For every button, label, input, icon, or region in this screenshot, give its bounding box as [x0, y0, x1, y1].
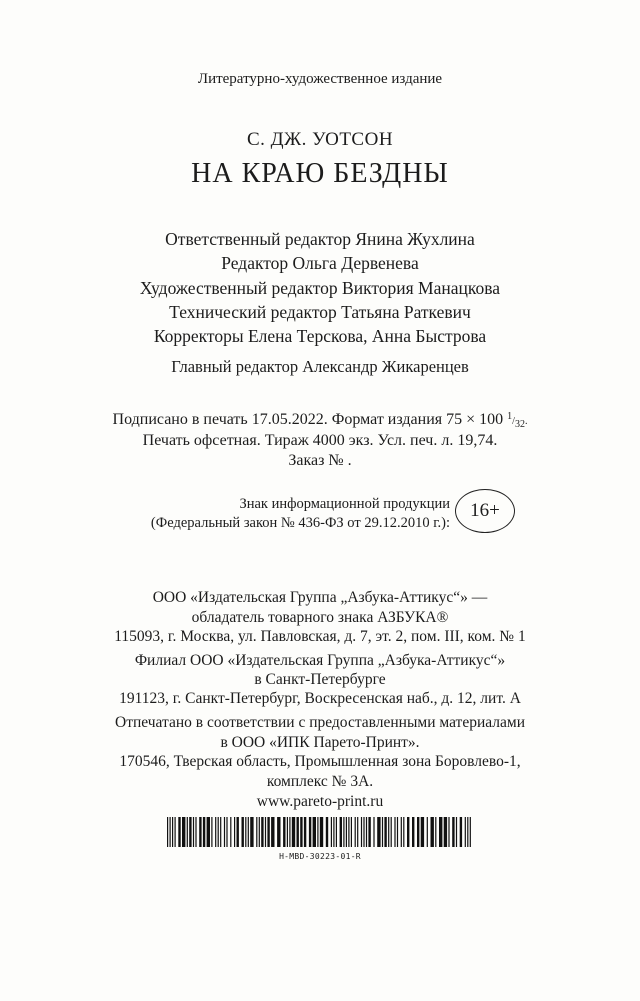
barcode-bar — [343, 817, 344, 847]
barcode-bar — [187, 817, 188, 847]
barcode-bar — [351, 817, 352, 847]
barcode-bar — [465, 817, 466, 847]
barcode-text: H-MBD-30223-01-R — [279, 852, 361, 861]
book-title: НА КРАЮ БЕЗДНЫ — [191, 158, 449, 189]
barcode-bar — [175, 817, 176, 847]
barcode-bar — [467, 817, 468, 847]
barcode-bar — [267, 817, 269, 847]
imprint-type: Литературно-художественное издание — [197, 71, 443, 87]
print-signed-format: Подписано в печать 17.05.2022. Формат издания 75 × 100 — [112, 411, 504, 428]
publisher-line: в Санкт-Петербурге — [254, 671, 386, 688]
staff-line: Художественный редактор Виктория Манацкова — [139, 278, 501, 298]
publisher-line: 191123, г. Санкт-Петербург, Воскресенская наб., д. 12, лит. А — [119, 690, 521, 707]
printer-line: в ООО «ИПК Парето-Принт». — [220, 734, 420, 751]
barcode-bar — [248, 817, 249, 847]
staff-line: Корректоры Елена Терскова, Анна Быстрова — [153, 326, 487, 346]
barcode-bar — [287, 817, 288, 847]
format-fraction-denominator: 32 — [514, 419, 525, 430]
barcode-bar — [412, 817, 414, 847]
publisher-line: Филиал ООО «Издательская Группа „Азбука-Аттикус“» — [134, 652, 506, 669]
barcode-bar — [355, 817, 356, 847]
barcode-bar — [300, 817, 302, 847]
barcode-bar — [391, 817, 392, 847]
barcode-bar — [234, 817, 235, 847]
barcode-bar — [297, 817, 299, 847]
info-mark-law: (Федеральный закон № 436-ФЗ от 29.12.2010 г.): — [150, 515, 450, 531]
barcode-bar — [261, 817, 263, 847]
barcode-bar — [189, 817, 191, 847]
barcode-bar — [309, 817, 311, 847]
barcode-bar — [388, 817, 389, 847]
barcode-bar — [172, 817, 173, 847]
barcode-bar — [207, 817, 210, 847]
barcode-bar — [224, 817, 225, 847]
printer-line: Отпечатано в соответствии с предоставленными материалами — [115, 714, 525, 731]
barcode-bar — [357, 817, 358, 847]
publisher-line: обладатель товарного знака АЗБУКА® — [191, 609, 449, 626]
barcode-bar — [237, 817, 239, 847]
barcode-bar — [220, 817, 221, 847]
printer-website: www.pareto-print.ru — [256, 793, 384, 810]
barcode-bar — [346, 817, 347, 847]
barcode-bar — [230, 817, 231, 847]
print-info-line: Печать офсетная. Тираж 4000 экз. Усл. печ. л. 19,74. — [142, 432, 498, 449]
format-fraction-separator: / — [512, 416, 515, 427]
print-info-line — [0, 411, 640, 429]
barcode-bar — [259, 817, 260, 847]
info-mark-text — [120, 495, 450, 533]
barcode-bar — [394, 817, 395, 847]
barcode-bar — [401, 817, 402, 847]
barcode-bar — [331, 817, 332, 847]
barcode-bar — [167, 817, 168, 847]
barcode-bar — [218, 817, 219, 847]
barcode-bar — [421, 817, 424, 847]
format-fraction — [507, 411, 528, 430]
barcode-bar — [368, 817, 370, 847]
author-name: С. ДЖ. УОТСОН — [246, 129, 394, 150]
barcode-bar — [317, 817, 318, 847]
barcode-bar — [245, 817, 246, 847]
barcode-bar — [407, 817, 409, 847]
barcode-bar — [292, 817, 295, 847]
barcode-bar — [417, 817, 419, 847]
barcode-bar — [373, 817, 374, 847]
barcode-bar — [470, 817, 471, 847]
barcode-bar — [363, 817, 364, 847]
barcode-bar — [320, 817, 323, 847]
staff-line: Ответственный редактор Янина Жухлина — [165, 229, 475, 249]
barcode-bar — [456, 817, 457, 847]
format-fraction-numerator: 1 — [507, 411, 513, 422]
barcode-bar — [304, 817, 306, 847]
barcode-bar — [348, 817, 349, 847]
printer-line: комплекс № 3А. — [266, 773, 374, 790]
barcode-bar — [271, 817, 274, 847]
staff-line: Редактор Ольга Дервенева — [221, 253, 419, 273]
barcode-bar — [384, 817, 386, 847]
barcode-bar — [326, 817, 328, 847]
barcode-bar — [336, 817, 337, 847]
barcode-bar — [377, 817, 380, 847]
barcode-bar — [403, 817, 404, 847]
barcode-bar — [431, 817, 434, 847]
barcode-bar — [178, 817, 180, 847]
barcode-bar — [195, 817, 196, 847]
barcode — [167, 817, 473, 847]
barcode-bar — [283, 817, 285, 847]
barcode-bar — [203, 817, 205, 847]
barcode-bar — [448, 817, 449, 847]
barcode-bar — [452, 817, 454, 847]
barcode-bar — [366, 817, 367, 847]
barcode-bar — [444, 817, 447, 847]
barcode-bar — [199, 817, 201, 847]
barcode-bar — [250, 817, 253, 847]
barcode-bar — [211, 817, 212, 847]
publisher-line: 115093, г. Москва, ул. Павловская, д. 7, эт. 2, пом. III, ком. № 1 — [114, 628, 526, 645]
order-number-line: Заказ № . — [288, 452, 352, 469]
barcode-bar — [361, 817, 362, 847]
barcode-bar — [193, 817, 194, 847]
barcode-bar — [382, 817, 383, 847]
age-rating-badge: 16+ — [455, 489, 515, 533]
barcode-bar — [439, 817, 442, 847]
format-fraction-tail: . — [524, 416, 528, 427]
barcode-bar — [182, 817, 185, 847]
barcode-bar — [427, 817, 428, 847]
barcode-bar — [226, 817, 227, 847]
barcode-bar — [397, 817, 398, 847]
barcode-bar — [265, 817, 266, 847]
barcode-bar — [215, 817, 216, 847]
barcode-bar — [313, 817, 316, 847]
barcode-bar — [460, 817, 462, 847]
barcode-bar — [277, 817, 280, 847]
publisher-line: ООО «Издательская Группа „Азбука-Аттикус“» — — [152, 589, 488, 606]
barcode-bar — [340, 817, 342, 847]
chief-editor: Главный редактор Александр Жикаренцев — [171, 357, 469, 376]
barcode-bar — [435, 817, 436, 847]
barcode-bar — [242, 817, 244, 847]
info-mark-label: Знак информационной продукции — [239, 496, 450, 512]
barcode-bar — [333, 817, 334, 847]
staff-line: Технический редактор Татьяна Раткевич — [169, 302, 471, 322]
barcode-bar — [256, 817, 257, 847]
barcode-bar — [289, 817, 290, 847]
barcode-bar — [170, 817, 171, 847]
printer-line: 170546, Тверская область, Промышленная зона Боровлево-1, — [119, 753, 521, 770]
